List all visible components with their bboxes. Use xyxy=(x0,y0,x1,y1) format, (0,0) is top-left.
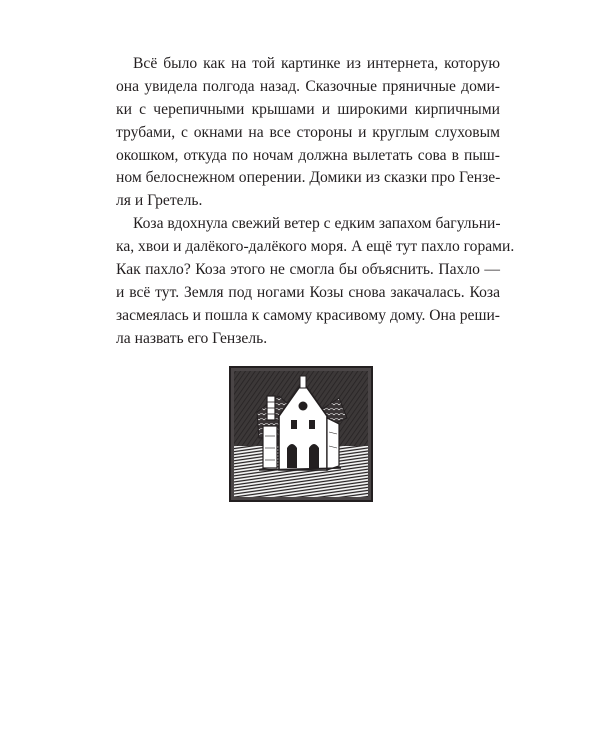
text-line: и всё тут. Земля под ногами Козы снова закачалась. Коза xyxy=(116,283,500,301)
house-illustration xyxy=(229,366,373,502)
paragraph-1 xyxy=(116,53,500,213)
text-line: засмеялась и пошла к самому красивому дому. Она реши- xyxy=(116,306,500,324)
text-line: ля и Гретель. xyxy=(116,192,203,210)
text-line: она увидела полгода назад. Сказочные пряничные доми- xyxy=(116,77,500,95)
text-line: Как пахло? Коза этого не смогла бы объяснить. Пахло — xyxy=(116,261,500,279)
text-line: трубами, с окнами на все стороны и круглым слуховым xyxy=(116,123,500,141)
text-line: ки с черепичными крышами и широкими кирпичными xyxy=(116,100,500,118)
story-text xyxy=(116,53,515,351)
text-line: Коза вдохнула свежий ветер с едким запахом багульни- xyxy=(133,215,501,233)
text-line: Всё было как на той картинке из интернета, которую xyxy=(133,55,500,72)
text-line: ла назвать его Гензель. xyxy=(116,329,268,347)
text-line: ном белоснежном оперении. Домики из сказки про Гензе- xyxy=(116,169,501,187)
text-line: ка, хвои и далёкого-далёкого моря. А ещё тут пахло горами. xyxy=(116,238,515,256)
text-line: окошком, откуда по ночам должна вылетать сова в пыш- xyxy=(116,146,500,164)
paragraph-2 xyxy=(116,213,515,350)
